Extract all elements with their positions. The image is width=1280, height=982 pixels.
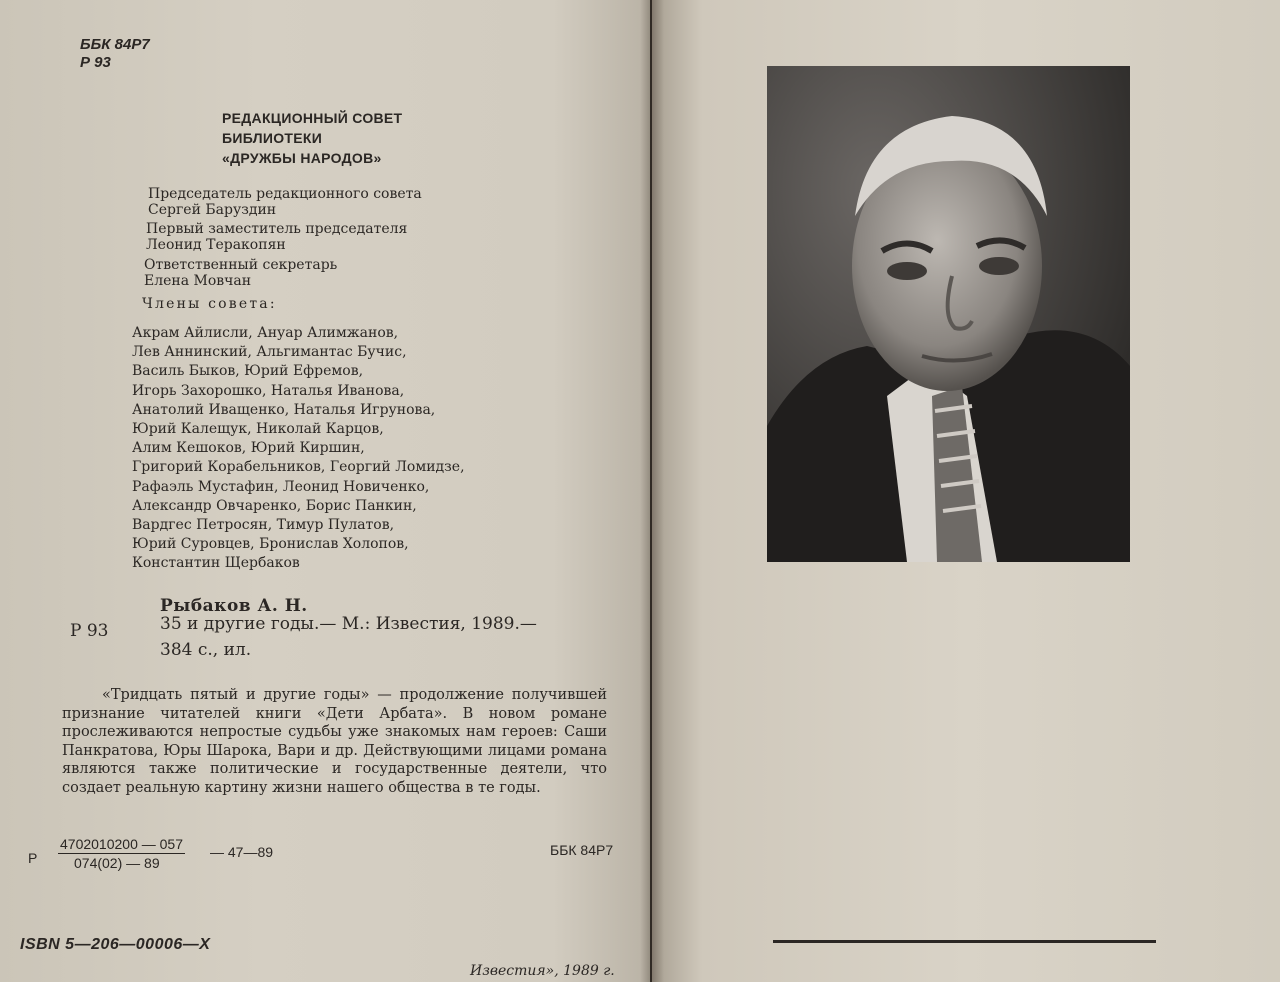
secretary-name: Елена Мовчан — [144, 273, 252, 289]
copyright: Известия», 1989 г. — [470, 963, 615, 979]
chairman-role: Председатель редакционного совета — [148, 186, 422, 202]
formula-numerator: 4702010200 — 057 — [60, 836, 183, 852]
members-line: Вардгес Петросян, Тимур Пулатов, — [132, 517, 395, 534]
book-author: Рыбаков А. Н. — [160, 596, 308, 616]
bottom-rule — [773, 940, 1156, 943]
formula-tail: — 47—89 — [210, 844, 274, 860]
members-line: Рафаэль Мустафин, Леонид Новиченко, — [132, 478, 430, 495]
members-line: Константин Щербаков — [132, 555, 300, 572]
citation — [160, 611, 537, 663]
members-line: Алим Кешоков, Юрий Киршин, — [132, 440, 365, 457]
members-line: Анатолий Иващенко, Наталья Игрунова, — [132, 401, 436, 418]
editorial-board-title — [222, 108, 402, 168]
board-title-line-3: «ДРУЖБЫ НАРОДОВ» — [222, 150, 382, 166]
citation-line-2: 384 с., ил. — [160, 640, 252, 660]
members-line: Григорий Корабельников, Георгий Ломидзе, — [132, 459, 465, 476]
bbk-header — [80, 36, 150, 72]
chairman-block — [148, 186, 422, 218]
index-code: Р 93 — [80, 54, 111, 71]
isbn: ISBN 5—206—00006—X — [20, 936, 211, 953]
deputy-role: Первый заместитель председателя — [146, 221, 408, 237]
members-line: Лев Аннинский, Альгимантас Бучис, — [132, 344, 407, 361]
members-line: Юрий Калещук, Николай Карцов, — [132, 421, 384, 438]
chairman-name: Сергей Баруздин — [148, 202, 277, 218]
members-list — [132, 324, 465, 574]
secretary-role: Ответственный секретарь — [144, 257, 338, 273]
author-portrait — [767, 66, 1130, 562]
formula-denominator: 074(02) — 89 — [74, 855, 160, 871]
formula-fraction — [58, 836, 185, 871]
catalog-index-code: Р 93 — [70, 621, 109, 641]
members-line: Юрий Суровцев, Бронислав Холопов, — [132, 536, 409, 553]
portrait-photo — [767, 66, 1130, 562]
members-line: Александр Овчаренко, Борис Панкин, — [132, 497, 417, 514]
citation-line-1: 35 и другие годы.— М.: Известия, 1989.— — [160, 614, 537, 634]
board-title-line-1: РЕДАКЦИОННЫЙ СОВЕТ — [222, 110, 403, 126]
deputy-block — [146, 221, 407, 253]
members-line: Акрам Айлисли, Ануар Алимжанов, — [132, 325, 399, 341]
secretary-block — [144, 257, 337, 289]
deputy-name: Леонид Теракопян — [146, 237, 286, 253]
formula-prefix: Р — [28, 850, 38, 866]
members-line: Игорь Захорошко, Наталья Иванова, — [132, 382, 405, 399]
bbk-code: ББК 84Р7 — [80, 36, 150, 53]
board-title-line-2: БИБЛИОТЕКИ — [222, 130, 323, 146]
members-label: Члены совета: — [142, 296, 277, 312]
members-line: Василь Быков, Юрий Ефремов, — [132, 363, 364, 380]
bbk-footer: ББК 84Р7 — [550, 842, 614, 858]
annotation-text: «Тридцать пятый и другие годы» — продолжение получившей признание читателей книги «Дети Арбата». В новом романе прослеживаются непростые судьбы уже знакомых нам героев: Саши Панкратова, Юры Шарока, Вари и др. Действующими лицами романа являются также политические и государственные деятели, что создает реальную картину жизни нашего общества в те годы. — [62, 687, 607, 796]
annotation — [62, 686, 607, 798]
book-gutter — [640, 0, 664, 982]
